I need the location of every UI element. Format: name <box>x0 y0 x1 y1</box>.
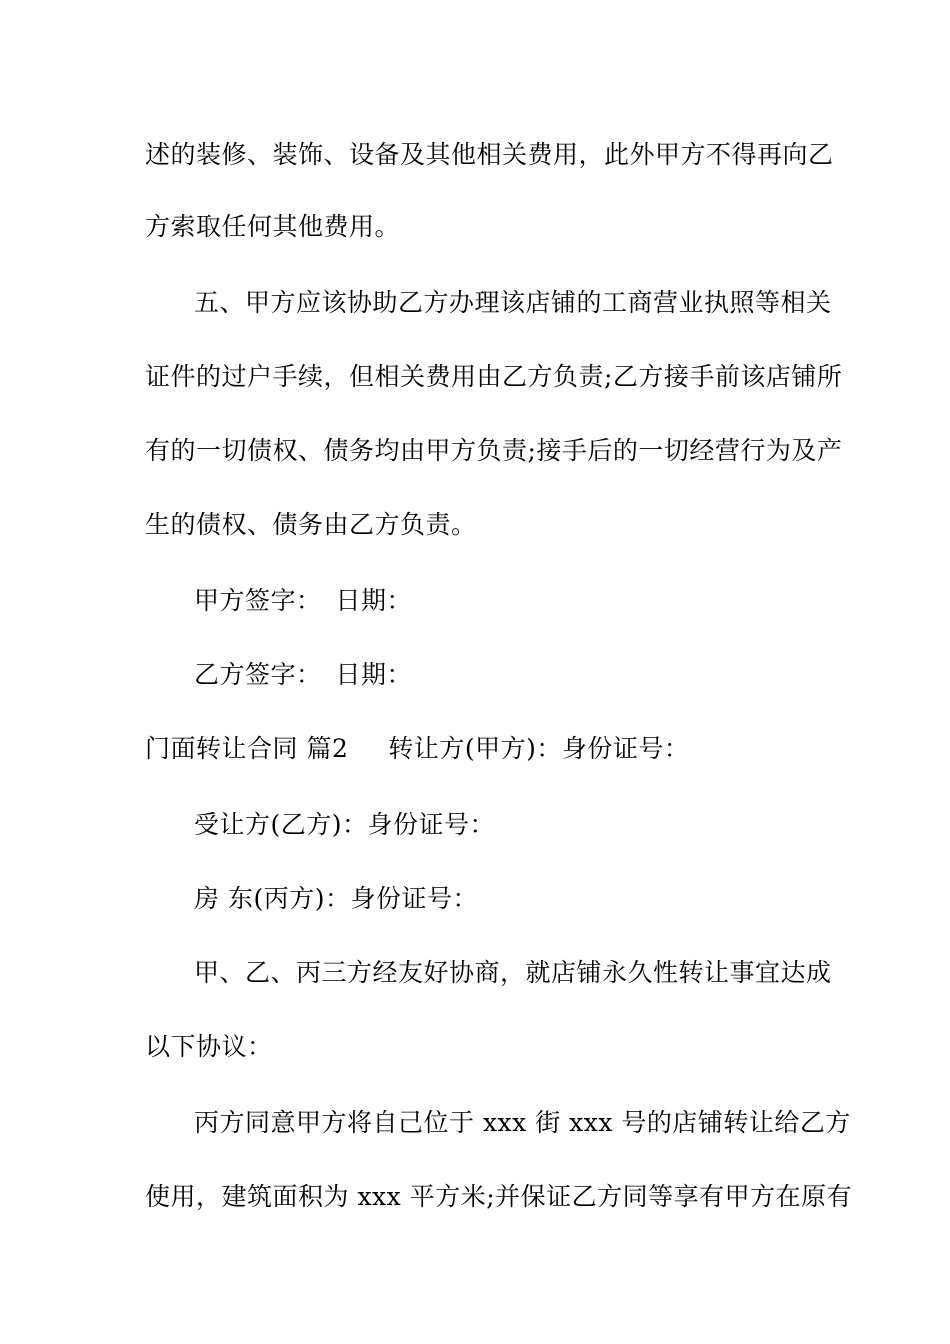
date-label: 日期： <box>335 660 413 689</box>
party-b-line: 受让方(乙方)：身份证号： <box>194 810 496 839</box>
paragraph-line: 五、甲方应该协助乙方办理该店铺的工商营业执照等相关 <box>194 288 832 317</box>
signature-line-party-b <box>194 660 412 690</box>
signature-label: 乙方签字： <box>194 660 322 689</box>
paragraph-line: 生的债权、债务由乙方负责。 <box>145 510 477 539</box>
paragraph-line: 甲、乙、丙三方经友好协商，就店铺永久性转让事宜达成 <box>194 958 832 987</box>
contract-heading-line <box>145 734 689 764</box>
paragraph-line: 使用，建筑面积为 xxx 平方米;并保证乙方同等享有甲方在原有 <box>145 1182 853 1211</box>
date-label: 日期： <box>335 586 413 615</box>
paragraph-line: 述的装修、装饰、设备及其他相关费用，此外甲方不得再向乙 <box>145 140 834 169</box>
paragraph-line: 方索取任何其他费用。 <box>145 212 401 241</box>
section-title: 门面转让合同 篇2 <box>145 734 349 763</box>
signature-label: 甲方签字： <box>194 586 322 615</box>
paragraph-line: 证件的过户手续，但相关费用由乙方负责;乙方接手前该店铺所 <box>145 362 843 391</box>
party-c-line: 房 东(丙方)：身份证号： <box>194 884 478 913</box>
paragraph-line: 有的一切债权、债务均由甲方负责;接手后的一切经营行为及产 <box>145 436 843 465</box>
signature-line-party-a <box>194 586 412 616</box>
party-a-line: 转让方(甲方)：身份证号： <box>388 734 690 763</box>
paragraph-line: 丙方同意甲方将自己位于 xxx 街 xxx 号的店铺转让给乙方 <box>194 1108 851 1137</box>
paragraph-line: 以下协议： <box>145 1032 273 1061</box>
